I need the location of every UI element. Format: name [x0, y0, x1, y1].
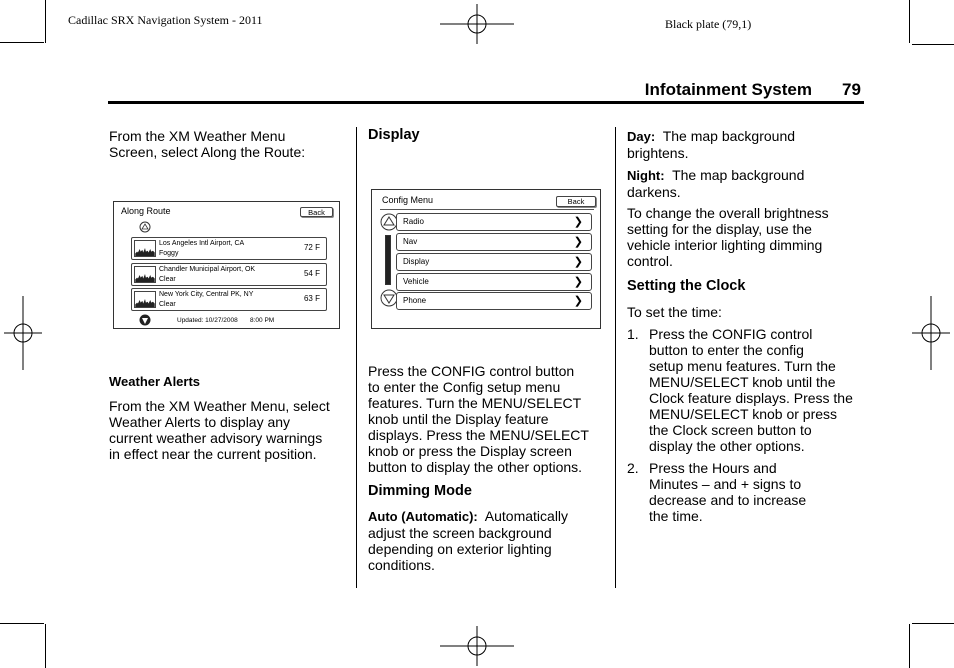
chevron-right-icon: ❯ — [573, 256, 583, 268]
weather-map-icon — [134, 291, 156, 308]
day-text: Day: The map background brightens. — [627, 128, 796, 161]
crop-mark — [0, 42, 44, 43]
updated-time: 8:00 PM — [250, 317, 275, 324]
weather-row[interactable]: Los Angeles Intl Airport, CA Foggy 72 F — [131, 237, 327, 260]
step-2-text: Press the Hours and Minutes – and + signs to decrease and to increase the time. — [649, 460, 807, 524]
menu-item-display[interactable]: Display ❯ — [396, 253, 592, 271]
brightness-text: To change the overall brightness setting for the display, use the vehicle interior lighting dimming control. — [627, 205, 829, 269]
auto-text: Auto (Automatic): Automatically adjust the screen background depending on exterior lighting conditions. — [368, 508, 569, 573]
setting-clock-heading: Setting the Clock — [627, 278, 746, 294]
column-divider — [615, 127, 616, 588]
step-number: 1. — [627, 326, 639, 342]
crop-mark — [909, 0, 910, 43]
crop-mark — [909, 624, 910, 668]
page-number: 79 — [842, 80, 861, 99]
weather-row[interactable]: Chandler Municipal Airport, OK Clear 54 F — [131, 263, 327, 286]
step-number: 2. — [627, 460, 639, 476]
crop-mark — [912, 44, 954, 45]
title-rule — [108, 101, 864, 104]
column-divider — [356, 127, 357, 588]
registration-mark — [912, 296, 950, 370]
plate-label: Black plate (79,1) — [665, 17, 752, 31]
crop-mark — [45, 0, 46, 43]
updated-label: Updated: 10/27/2008 — [177, 317, 238, 324]
menu-item-vehicle[interactable]: Vehicle ❯ — [396, 273, 592, 291]
chevron-right-icon: ❯ — [573, 236, 583, 248]
intro-text: From the XM Weather Menu Screen, select Along the Route: — [109, 128, 306, 160]
registration-mark — [440, 626, 514, 666]
display-heading: Display — [368, 127, 420, 143]
dimming-mode-heading: Dimming Mode — [368, 483, 472, 499]
config-menu-screen — [371, 189, 601, 329]
night-text: Night: The map background darkens. — [627, 167, 805, 200]
back-button[interactable]: Back — [300, 207, 333, 217]
back-button[interactable]: Back — [556, 196, 596, 207]
set-time-text: To set the time: — [627, 304, 722, 320]
registration-mark — [4, 296, 42, 370]
screen-title: Along Route — [121, 206, 171, 216]
scrollbar[interactable] — [385, 235, 391, 285]
section-title: Infotainment System — [644, 80, 812, 99]
weather-map-icon — [134, 240, 156, 257]
registration-mark — [440, 4, 514, 44]
chevron-right-icon: ❯ — [573, 276, 583, 288]
menu-divider — [380, 209, 594, 210]
weather-map-icon — [134, 266, 156, 283]
chevron-right-icon: ❯ — [573, 216, 583, 228]
weather-alerts-heading: Weather Alerts — [109, 374, 201, 389]
menu-item-radio[interactable]: Radio ❯ — [396, 213, 592, 231]
along-route-screen — [113, 201, 340, 329]
crop-mark — [45, 624, 46, 668]
screen-title: Config Menu — [382, 195, 434, 205]
chevron-right-icon: ❯ — [573, 295, 583, 307]
book-title: Cadillac SRX Navigation System - 2011 — [68, 13, 263, 27]
scroll-up-icon[interactable] — [139, 221, 151, 233]
weather-row[interactable]: New York City, Central PK, NY Clear 63 F — [131, 288, 327, 311]
crop-mark — [0, 623, 44, 624]
menu-item-nav[interactable]: Nav ❯ — [396, 233, 592, 251]
menu-item-phone[interactable]: Phone ❯ — [396, 292, 592, 310]
weather-alerts-text: From the XM Weather Menu, select Weather Alerts to display any current weather advisory warnings in effect near the current position. — [109, 398, 330, 462]
display-text: Press the CONFIG control button to enter the Config setup menu features. Turn the MENU/SELECT knob until the Display feature displays. Press the MENU/SELECT knob or press the Display screen button to display the other options. — [368, 363, 589, 475]
crop-mark — [912, 623, 954, 624]
scroll-down-icon[interactable] — [139, 313, 151, 327]
step-1-text: Press the CONFIG control button to enter the config setup menu features. Turn the MENU/SELECT knob until the Clock feature displays. Press the MENU/SELECT knob or press the Clock screen button to display the other options. — [649, 326, 853, 454]
